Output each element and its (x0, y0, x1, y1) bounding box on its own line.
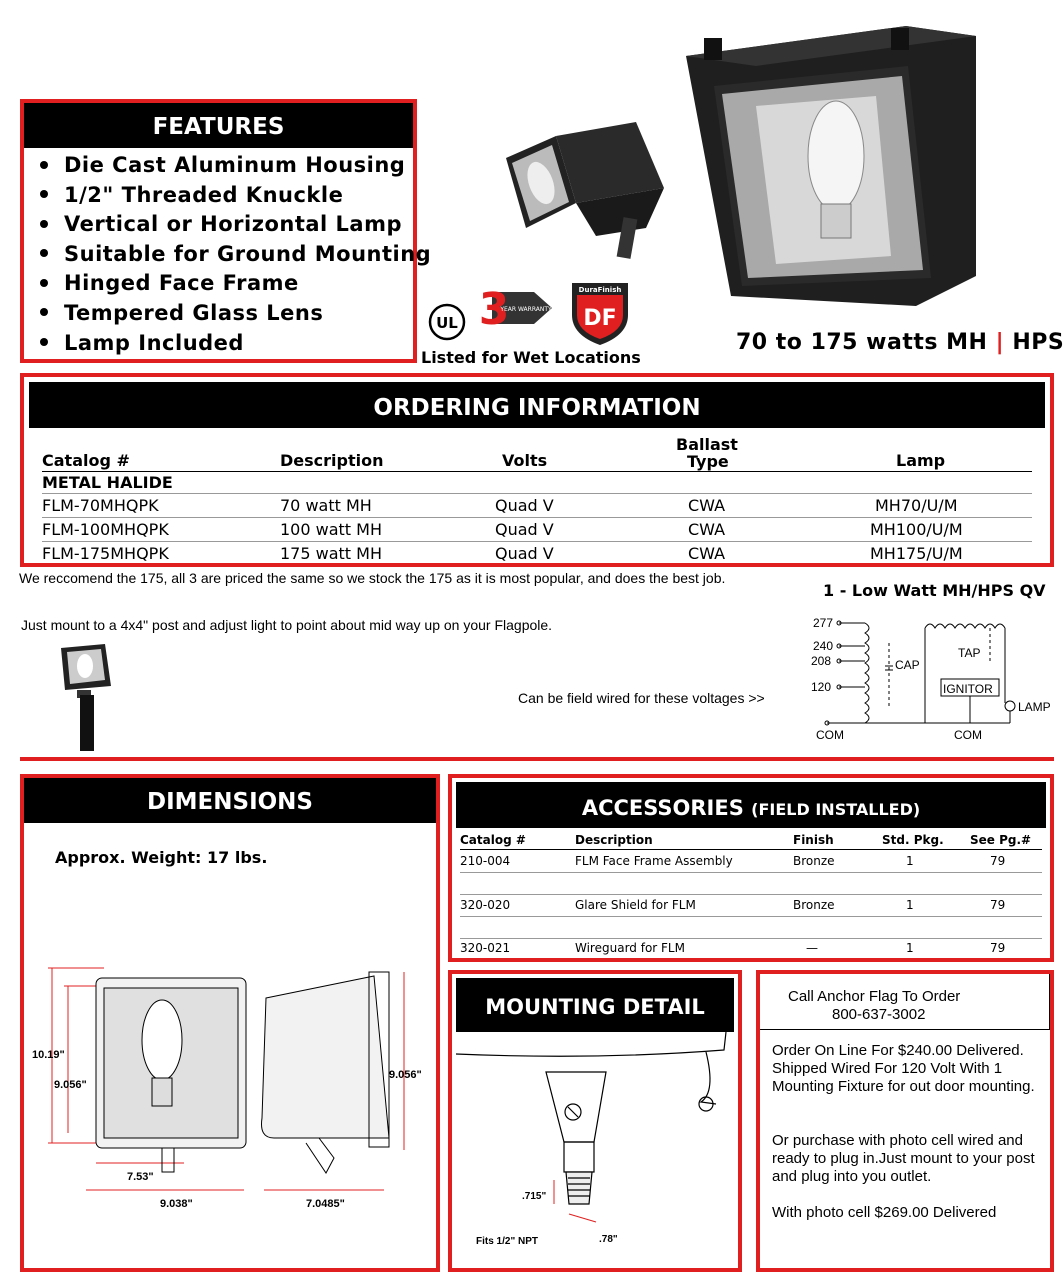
table-row: 320-020 Glare Shield for FLM Bronze 1 79 (460, 895, 1042, 917)
durafinish-badge-icon (568, 279, 632, 347)
recommend-note: We reccomend the 175, all 3 are priced the same so we stock the 175 as it is most popular, and does the best job. (19, 570, 726, 586)
ordering-header: Catalog # Description Volts Ballast Type Lamp (42, 433, 1032, 472)
table-row: FLM-70MHQPK 70 watt MH Quad V CWA MH70/U/M (42, 494, 1032, 518)
voltage-240-label: 240 (813, 639, 834, 653)
warranty-badge-icon (474, 282, 554, 335)
com-label: COM (816, 728, 844, 742)
features-list (24, 151, 432, 358)
mounting-panel (448, 970, 742, 1272)
feature-item: Lamp Included (24, 329, 413, 359)
ordering-group: METAL HALIDE (42, 473, 1032, 494)
wattage-label: 70 to 175 watts MH | HPS (736, 330, 1064, 355)
svg-text:3: 3 (478, 284, 510, 335)
photocell-text: Or purchase with photo cell wired and ready to plug in.Just mount to your post and plug into you outlet. (772, 1132, 1035, 1185)
table-row-spacer (460, 917, 1042, 939)
npt-label: Fits 1/2" NPT (476, 1236, 538, 1247)
order-online-text: Order On Line For $240.00 Delivered. Shipped Wired For 120 Volt With 1 Mounting Fixture for out door mounting. (772, 1042, 1035, 1095)
photocell-price: With photo cell $269.00 Delivered (772, 1204, 997, 1221)
dim-label: 7.53" (127, 1171, 154, 1183)
voltage-208-label: 208 (811, 654, 832, 668)
svg-text:DF: DF (583, 306, 617, 331)
weight-label: Approx. Weight: 17 lbs. (55, 848, 268, 867)
lamp-label: LAMP (1018, 700, 1051, 714)
com-label: COM (954, 728, 982, 742)
features-panel (20, 99, 432, 363)
call-to-order (760, 974, 1050, 1030)
feature-item: Tempered Glass Lens (24, 299, 413, 329)
features-title: FEATURES (24, 103, 413, 148)
svg-text:DuraFinish: DuraFinish (578, 286, 622, 294)
accessories-header: Catalog # Description Finish Std. Pkg. See Pg.# (460, 833, 1042, 850)
wiring-diagram (805, 608, 1055, 748)
tap-label: TAP (958, 646, 981, 660)
wet-location-label: Listed for Wet Locations (421, 348, 641, 367)
ignitor-label: IGNITOR (943, 682, 993, 696)
voltage-120-label: 120 (811, 680, 832, 694)
table-row: 210-004 FLM Face Frame Assembly Bronze 1 79 (460, 851, 1042, 873)
feature-item: Vertical or Horizontal Lamp (24, 210, 413, 240)
dim-label: 7.0485" (306, 1198, 345, 1210)
table-row-spacer (460, 873, 1042, 895)
wiring-title: 1 - Low Watt MH/HPS QV (823, 581, 1046, 600)
dimensions-panel (20, 774, 440, 1272)
mounting-title: MOUNTING DETAIL (456, 978, 734, 1032)
ordering-title: ORDERING INFORMATION (29, 382, 1045, 428)
table-row: FLM-100MHQPK 100 watt MH Quad V CWA MH100/U/M (42, 518, 1032, 542)
dim-label: 10.19" (32, 1049, 65, 1061)
ordering-panel (20, 373, 1054, 567)
section-divider (20, 757, 1054, 761)
cap-label: CAP (895, 658, 920, 672)
mounting-drawing (456, 1032, 738, 1268)
large-fixture-image (676, 6, 986, 306)
phone-number: 800-637-3002 (832, 1006, 926, 1023)
dim-label: 9.056" (54, 1079, 87, 1091)
voltage-277-label: 277 (813, 616, 834, 630)
mount-note: Just mount to a 4x4" post and adjust light to point about mid way up on your Flagpole. (21, 617, 553, 633)
field-wired-note: Can be field wired for these voltages >> (518, 690, 765, 706)
accessories-title: ACCESSORIES (FIELD INSTALLED) (456, 782, 1046, 828)
svg-text:YEAR WARRANTY: YEAR WARRANTY (500, 306, 552, 313)
dim-label: .78" (599, 1234, 618, 1245)
post-mount-image (55, 640, 125, 752)
accessories-panel (448, 774, 1054, 962)
call-label: Call Anchor Flag To Order (788, 988, 961, 1005)
dim-label: 9.038" (160, 1198, 193, 1210)
feature-item: 1/2" Threaded Knuckle (24, 181, 413, 211)
order-panel (756, 970, 1054, 1272)
dimensions-title: DIMENSIONS (24, 778, 436, 823)
svg-text:UL: UL (436, 314, 458, 332)
feature-item: Hinged Face Frame (24, 269, 413, 299)
dim-label: .715" (522, 1191, 547, 1202)
table-row: FLM-175MHQPK 175 watt MH Quad V CWA MH175/U/M (42, 544, 963, 563)
dimensions-drawing (32, 958, 424, 1210)
dim-label: 9.056" (389, 1069, 422, 1081)
small-fixture-image (496, 118, 668, 268)
ul-logo-icon (427, 302, 467, 342)
table-row: 320-021 Wireguard for FLM — 1 79 (460, 941, 1006, 955)
feature-item: Die Cast Aluminum Housing (24, 151, 413, 181)
feature-item: Suitable for Ground Mounting (24, 240, 413, 270)
